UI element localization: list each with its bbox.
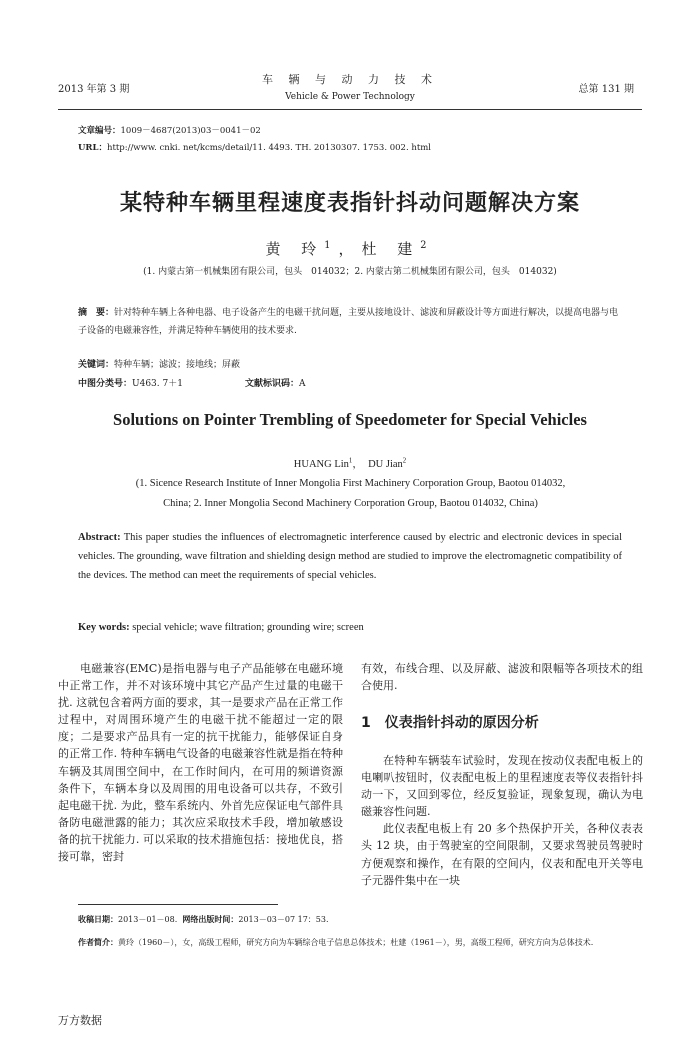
author1-cn-sup: 1 — [324, 240, 339, 251]
bio-text: 黄玲（1960－），女，高级工程师，研究方向为车辆综合电子信息总体技术；杜建（1961－），男，高级工程师，研究方向为总体技术. — [118, 938, 594, 947]
url-link[interactable]: http://www. cnki. net/kcms/detail/11. 4493. TH. 20130307. 1753. 002. html — [106, 143, 432, 153]
document-id-code — [245, 376, 306, 389]
total-issue-label: 总第 131 期 — [578, 84, 634, 95]
section-heading-1: 1 仪表指针抖动的原因分析 — [361, 715, 539, 731]
authors-cn — [58, 238, 642, 259]
paper-title-en: Solutions on Pointer Trembling of Speedometer for Special Vehicles — [113, 410, 587, 429]
url-label: URL： — [78, 143, 107, 153]
affiliation-en-line2: China; 2. Inner Mongolia Second Machinery Corporation Group, Baotou 014032, China) — [163, 498, 538, 509]
author2-en-sup: 2 — [402, 457, 407, 465]
abstract-cn — [78, 304, 623, 340]
journal-title-cn: 车 辆 与 动 力 技 术 — [262, 73, 438, 86]
article-url — [78, 141, 431, 153]
classification-label: 中图分类号： — [78, 379, 133, 389]
author2-en: DU Jian — [368, 459, 403, 470]
keywords-en-label: Key words: — [78, 622, 130, 633]
keywords-en-text: special vehicle; wave filtration; grounding wire; screen — [132, 622, 364, 633]
header-rule — [58, 109, 642, 110]
article-number-value: 1009－4687(2013)03－0041－02 — [120, 126, 261, 136]
document-id-value: A — [299, 379, 306, 389]
author1-en-sup: 1 — [348, 457, 353, 465]
author2-cn: 杜 建 — [361, 240, 421, 258]
affiliation-en-line1: (1. Sicence Research Institute of Inner Mongolia First Machinery Corporation Group, Baotou 014032, — [135, 478, 566, 489]
body-right-paragraphs — [361, 752, 643, 889]
keywords-cn — [78, 357, 240, 370]
abstract-cn-label: 摘 要： — [78, 308, 115, 318]
footnote-rule — [78, 904, 278, 905]
author-separator-en: ， — [352, 459, 363, 470]
online-date: 2013－03－07 17：53. — [238, 915, 329, 924]
keywords-en — [78, 622, 364, 633]
paper-title-cn: 某特种车辆里程速度表指针抖动问题解决方案 — [119, 191, 580, 216]
body-left-paragraph: 电磁兼容(EMC)是指电器与电子产品能够在电磁环境中正常工作，并不对该环境中其它产品产生过量的电磁干扰. 这就包含着两方面的要求，其一是要求产品在正常工作过程中，对周围环境产生的电磁干扰不能超过一定的限度；二是要求产品具有一定的抗干扰能力，能够保证自身的正常工作. 特种车辆电气设备的电磁兼容性就是指在特种车辆及其周围空间中，在工作时间内，在可用的频谱资源条件下，车辆本身以及周围的用电设备可以共存，不致引起电磁干扰. 为此，整车系统内、外首先应保证电气部件具备防电磁泄露的能力；其次应采取技术手段，增加敏感设备的抗干扰能力. 可以采取的技术措施包括：接地优良，搭接可靠，密封 — [58, 662, 343, 864]
footnote-bio — [78, 934, 638, 951]
body-right-paragraph-c: 此仪表配电板上有 20 多个热保护开关，各种仪表表头 12 块，由于驾驶室的空间限制，又要求驾驶员驾驶时方便观察和操作，在有限的空间内，仪表和配电开关等电子元器件集中在一块 — [361, 822, 643, 887]
article-number-label: 文章编号： — [78, 126, 121, 136]
article-number — [78, 124, 261, 136]
abstract-cn-text: 针对特种车辆上各种电器、电子设备产生的电磁干扰问题，主要从接地设计、滤波和屏蔽设计等方面进行解决，以提高电器与电子设备的电磁兼容性，并满足特种车辆使用的技术要求. — [78, 308, 619, 336]
online-label: 网络出版时间： — [182, 914, 239, 924]
author1-en: HUANG Lin — [293, 459, 349, 470]
abstract-en-text: This paper studies the influences of electromagnetic interference caused by electric and electronic devices in special vehicles. The grounding, wave filtration and shielding design method are studied to improve the electromagnetic compatibility of the devices. The method can meet the requirements of special vehicles. — [78, 532, 622, 581]
document-id-label: 文献标识码： — [245, 379, 300, 389]
body-right-paragraph-b: 在特种车辆装车试验时，发现在按动仪表配电板上的电喇叭按钮时，仪表配电板上的里程速度表等仪表指针抖动一下，又回到零位，经反复验证，现象复现，确认为电磁兼容性问题. — [361, 754, 643, 819]
abstract-en — [78, 528, 622, 585]
received-date: 2013－01－08. — [118, 915, 178, 924]
received-label: 收稿日期： — [78, 914, 118, 924]
author1-cn: 黄 玲 — [265, 240, 325, 258]
author-separator-cn: ， — [338, 240, 362, 258]
keywords-cn-label: 关键词： — [78, 360, 115, 370]
author2-cn-sup: 2 — [420, 240, 435, 251]
abstract-en-label: Abstract: — [78, 532, 121, 543]
body-right-paragraph-a: 有效，布线合理、以及屏蔽、滤波和限幅等各项技术的组合使用. — [361, 662, 643, 693]
journal-title-en: Vehicle & Power Technology — [285, 92, 415, 102]
affiliation-cn: (1. 内蒙古第一机械集团有限公司，包头 014032；2. 内蒙古第二机械集团有限公司，包头 014032) — [143, 267, 557, 277]
classification-value: U463. 7＋1 — [132, 379, 183, 389]
bio-label: 作者简介： — [78, 937, 118, 947]
footnote-dates — [78, 914, 329, 925]
issue-label: 2013 年第 3 期 — [58, 84, 130, 95]
authors-en — [58, 456, 642, 471]
footer-brand: 万方数据 — [58, 1014, 102, 1027]
affiliation-en — [78, 474, 623, 514]
classification-number — [78, 376, 183, 389]
keywords-cn-text: 特种车辆；滤波；接地线；屏蔽 — [114, 360, 241, 370]
